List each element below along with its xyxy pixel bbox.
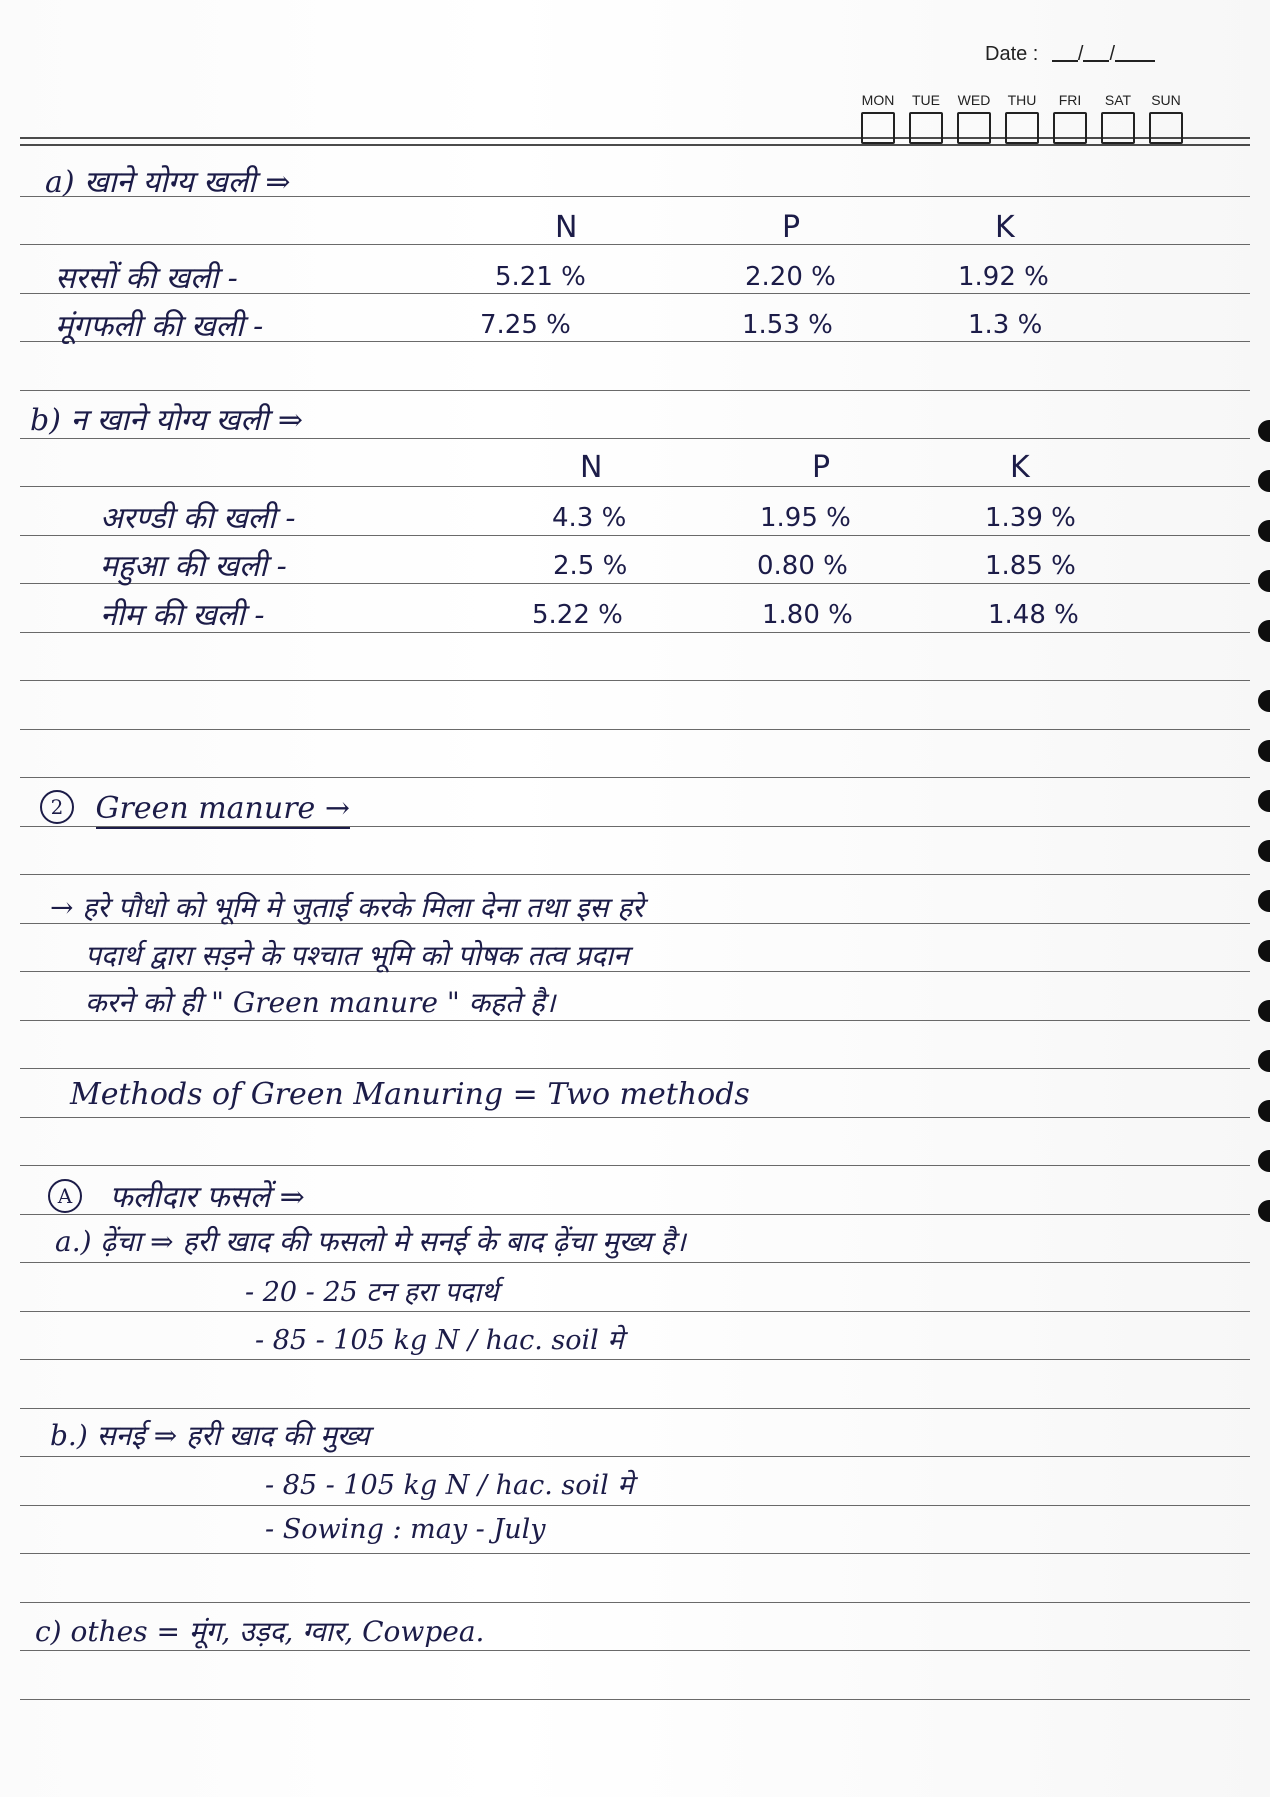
date-blank [1052, 42, 1078, 62]
day-label: SUN [1151, 92, 1181, 108]
green-manure-title: Green manure → [96, 791, 350, 829]
day-label: TUE [912, 92, 940, 108]
green-manure-heading [40, 790, 350, 826]
oilcake-name: नीम की खली - [100, 598, 265, 633]
value-k: 1.3 % [968, 310, 1043, 340]
value-k: 1.48 % [988, 600, 1079, 630]
oilcake-name: सरसों की खली - [55, 261, 238, 296]
section-b-title: b) न खाने योग्य खली ⇒ [30, 403, 303, 438]
rule-line [20, 1311, 1250, 1312]
value-p: 0.80 % [757, 551, 848, 581]
binding-hole [1258, 570, 1270, 592]
value-n: 2.5 % [553, 551, 628, 581]
col-header-p: P [782, 210, 801, 245]
rule-line [20, 144, 1250, 146]
day-checkbox [909, 112, 943, 144]
binding-hole [1258, 420, 1270, 442]
definition-line: करने को ही " Green manure " कहते है। [85, 986, 556, 1019]
day-checkbox [1005, 112, 1039, 144]
day-label: FRI [1058, 92, 1082, 108]
other-crops-line: c) othes = मूंग, उड़द, ग्वार, Cowpea. [35, 1615, 485, 1648]
sunhemp-detail: - Sowing : may - July [265, 1514, 546, 1545]
rule-line [20, 1165, 1250, 1166]
dhaincha-heading: a.) ढ़ेंचा ⇒ हरी खाद की फसलो मे सनई के बाद ढ़ेंचा मुख्य है। [55, 1225, 686, 1258]
definition-line: पदार्थ द्वारा सड़ने के पश्चात भूमि को पोषक तत्व प्रदान [85, 939, 629, 972]
rule-line [20, 1505, 1250, 1506]
binding-hole [1258, 1200, 1270, 1222]
rule-line [20, 1699, 1250, 1700]
value-k: 1.85 % [985, 551, 1076, 581]
day-label: WED [957, 92, 991, 108]
rule-line [20, 729, 1250, 730]
value-p: 1.95 % [760, 503, 851, 533]
date-blank [1115, 42, 1155, 62]
binding-hole [1258, 470, 1270, 492]
rule-line [20, 486, 1250, 487]
rule-line [20, 1359, 1250, 1360]
day-label: SAT [1104, 92, 1132, 108]
binding-hole [1258, 620, 1270, 642]
rule-line [20, 1262, 1250, 1263]
binding-hole [1258, 890, 1270, 912]
day-checkbox [861, 112, 895, 144]
leguminous-title: फलीदार फसलें ⇒ [109, 1180, 305, 1215]
binding-hole [1258, 740, 1270, 762]
value-p: 2.20 % [745, 262, 836, 292]
dhaincha-detail: - 85 - 105 kg N / hac. soil मे [255, 1325, 624, 1356]
binding-hole [1258, 690, 1270, 712]
day-checkbox [1149, 112, 1183, 144]
binding-hole [1258, 840, 1270, 862]
value-n: 7.25 % [480, 310, 571, 340]
day-checkbox [1101, 112, 1135, 144]
rule-line [20, 1068, 1250, 1069]
binding-hole [1258, 790, 1270, 812]
sunhemp-detail: - 85 - 105 kg N / hac. soil मे [265, 1470, 634, 1501]
dhaincha-detail: - 20 - 25 टन हरा पदार्थ [245, 1277, 499, 1308]
binding-hole [1258, 1000, 1270, 1022]
rule-line [20, 1117, 1250, 1118]
day-checkbox [1053, 112, 1087, 144]
section-a-title: a) खाने योग्य खली ⇒ [45, 165, 291, 200]
day-checkbox [957, 112, 991, 144]
binding-hole [1258, 940, 1270, 962]
rule-line [20, 777, 1250, 778]
col-header-n: N [580, 450, 603, 485]
binding-hole [1258, 520, 1270, 542]
oilcake-name: मूंगफली की खली - [55, 309, 264, 344]
date-field: Date : / / [985, 42, 1155, 66]
rule-line [20, 874, 1250, 875]
binding-hole [1258, 1100, 1270, 1122]
value-n: 4.3 % [552, 503, 627, 533]
day-label: MON [861, 92, 895, 108]
methods-line: Methods of Green Manuring = Two methods [70, 1077, 750, 1112]
value-n: 5.22 % [532, 600, 623, 630]
value-p: 1.80 % [762, 600, 853, 630]
rule-line [20, 1408, 1250, 1409]
col-header-k: K [1010, 450, 1030, 485]
binding-hole [1258, 1150, 1270, 1172]
oilcake-name: महुआ की खली - [100, 549, 287, 584]
subsection-letter: A [48, 1179, 82, 1213]
rule-line [20, 244, 1250, 245]
value-k: 1.92 % [958, 262, 1049, 292]
rule-line [20, 1553, 1250, 1554]
rule-line [20, 1602, 1250, 1603]
value-p: 1.53 % [742, 310, 833, 340]
col-header-n: N [555, 210, 578, 245]
leguminous-heading [48, 1175, 305, 1216]
rule-line [20, 680, 1250, 681]
binding-hole [1258, 1050, 1270, 1072]
definition-line: → हरे पौधो को भूमि मे जुताई करके मिला देना तथा इस हरे [50, 891, 644, 924]
col-header-p: P [812, 450, 831, 485]
rule-line [20, 390, 1250, 391]
oilcake-name: अरण्डी की खली - [100, 501, 296, 536]
date-blank [1083, 42, 1109, 62]
rule-line [20, 1456, 1250, 1457]
sunhemp-heading: b.) सनई ⇒ हरी खाद की मुख्य [50, 1419, 370, 1452]
value-n: 5.21 % [495, 262, 586, 292]
day-label: THU [1007, 92, 1037, 108]
section-number: 2 [40, 790, 74, 824]
value-k: 1.39 % [985, 503, 1076, 533]
rule-line [20, 1650, 1250, 1651]
date-label: Date : [985, 43, 1039, 65]
col-header-k: K [995, 210, 1015, 245]
